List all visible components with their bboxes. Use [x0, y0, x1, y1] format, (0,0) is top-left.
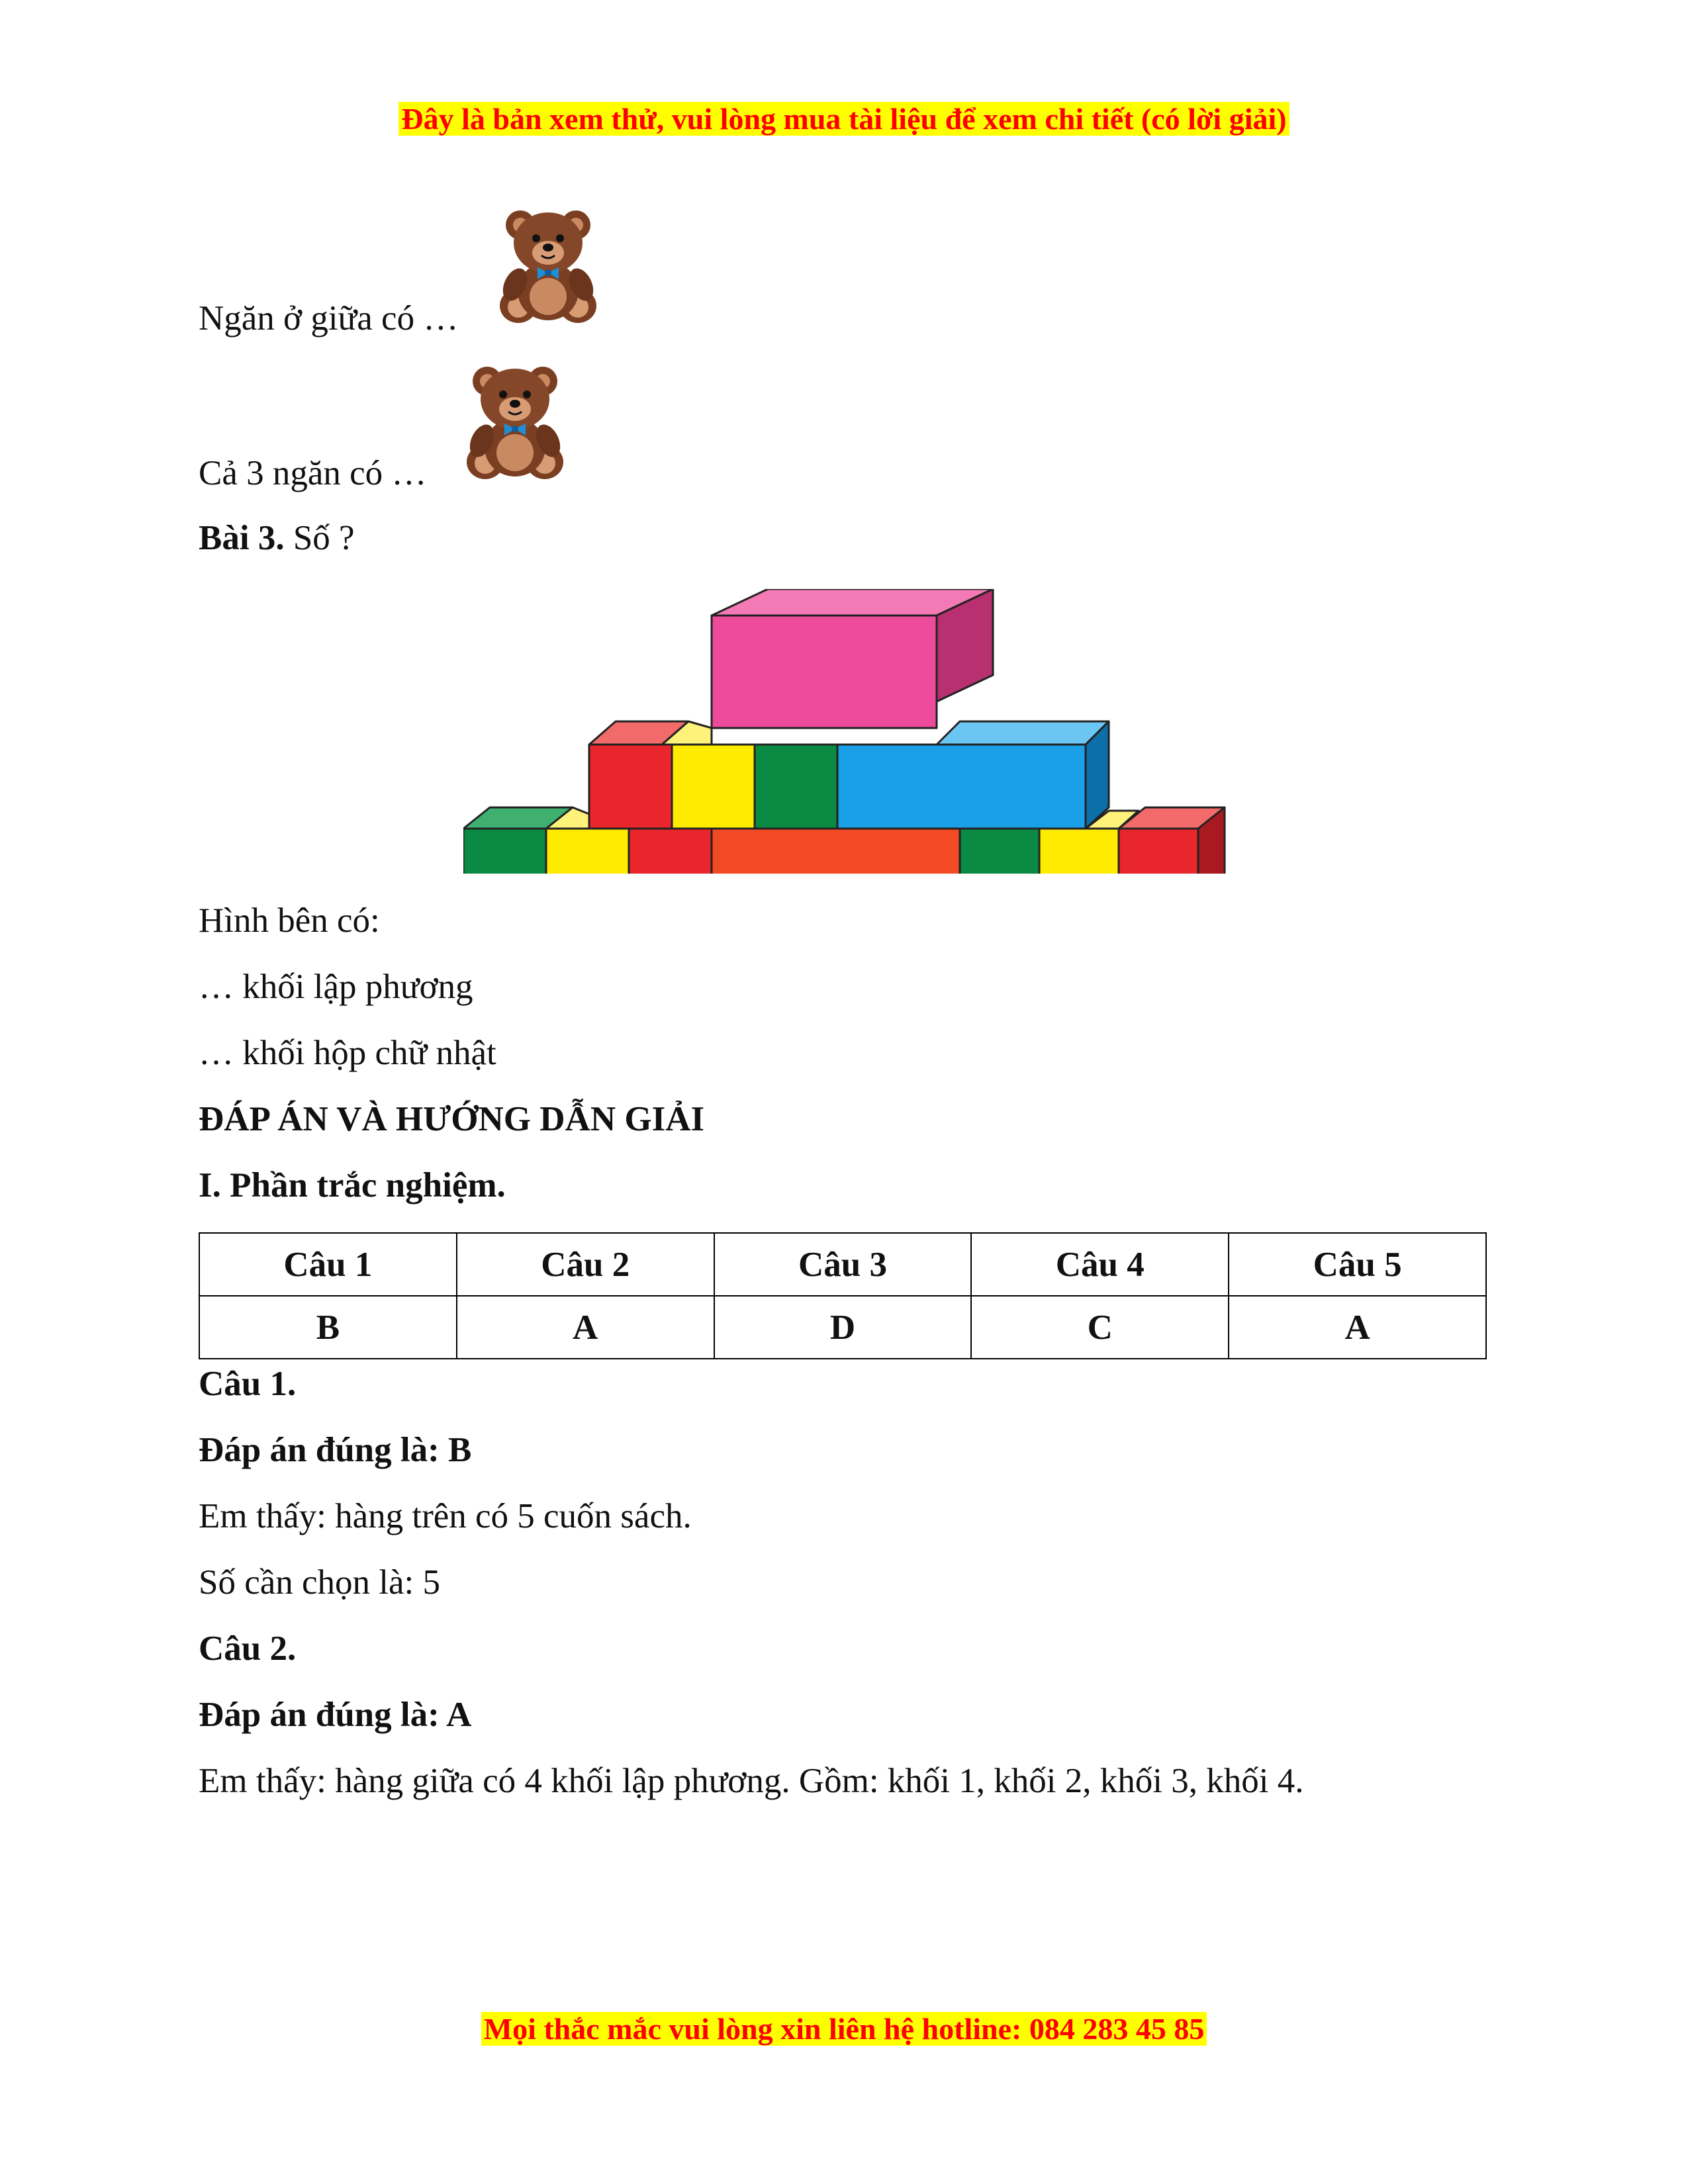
- table-answer-cell: D: [714, 1296, 972, 1359]
- answer-table-answer-row: [199, 1296, 1486, 1359]
- table-answer-cell: C: [971, 1296, 1229, 1359]
- hotline-text: Mọi thắc mắc vui lòng xin liên hệ hotline: 084 283 45 85: [481, 2012, 1207, 2046]
- question-2-explanation: Em thấy: hàng giữa có 4 khối lập phương. Gồm: khối 1, khối 2, khối 3, khối 4.: [199, 1762, 1304, 1800]
- yellow-cube-bottom-2: [1039, 829, 1119, 874]
- question-1-result: Số cần chọn là: 5: [199, 1563, 441, 1602]
- all-shelves-question: Cả 3 ngăn có …: [199, 454, 427, 492]
- table-header-cell: Câu 4: [971, 1233, 1229, 1296]
- table-header-cell: Câu 2: [457, 1233, 714, 1296]
- table-answer-cell: A: [1229, 1296, 1486, 1359]
- red-cube-bottom-2: [1119, 829, 1198, 874]
- red-cube-middle: [589, 745, 672, 829]
- yellow-cube-bottom-1: [546, 829, 629, 874]
- exercise-3-heading: [199, 516, 355, 560]
- figure-intro: Hình bên có:: [199, 901, 380, 940]
- preview-notice-text: Đây là bản xem thử, vui lòng mua tài liệu để xem chi tiết (có lời giải): [399, 102, 1289, 136]
- preview-notice-banner: [0, 99, 1688, 139]
- multiple-choice-heading: I. Phần trắc nghiệm.: [199, 1166, 506, 1205]
- question-1-answer: Đáp án đúng là: B: [199, 1431, 472, 1469]
- cube-count-blank: … khối lập phương: [199, 968, 473, 1006]
- middle-shelf-question: Ngăn ở giữa có …: [199, 299, 459, 338]
- green-cube-bottom-2: [960, 829, 1039, 874]
- cuboid-count-blank: … khối hộp chữ nhật: [199, 1034, 496, 1072]
- orange-cuboid-bottom: [712, 829, 960, 874]
- hotline-banner: [0, 2009, 1688, 2049]
- exercise-3-label: Bài 3.: [199, 519, 285, 557]
- table-answer-cell: B: [199, 1296, 457, 1359]
- yellow-cube-middle: [672, 745, 755, 829]
- answers-section-title: ĐÁP ÁN VÀ HƯỚNG DẪN GIẢI: [199, 1100, 705, 1138]
- pink-cuboid: [712, 615, 937, 728]
- exercise-3-prompt: Số ?: [293, 519, 355, 557]
- teddy-bear-icon: [462, 363, 568, 482]
- teddy-bear-icon: [495, 206, 601, 326]
- answer-table-header-row: [199, 1233, 1486, 1296]
- green-cube-bottom-1: [463, 829, 546, 874]
- table-header-cell: Câu 5: [1229, 1233, 1486, 1296]
- green-cube-middle: [755, 745, 837, 829]
- table-header-cell: Câu 3: [714, 1233, 972, 1296]
- question-1-heading: Câu 1.: [199, 1365, 297, 1403]
- question-1-explanation: Em thấy: hàng trên có 5 cuốn sách.: [199, 1497, 692, 1535]
- blue-cuboid-middle: [837, 745, 1086, 829]
- stacked-blocks-figure: [463, 589, 1238, 874]
- table-answer-cell: A: [457, 1296, 714, 1359]
- red-cube-bottom-1: [629, 829, 712, 874]
- table-header-cell: Câu 1: [199, 1233, 457, 1296]
- question-2-heading: Câu 2.: [199, 1629, 297, 1668]
- question-2-answer: Đáp án đúng là: A: [199, 1696, 472, 1734]
- answer-table: [199, 1232, 1487, 1359]
